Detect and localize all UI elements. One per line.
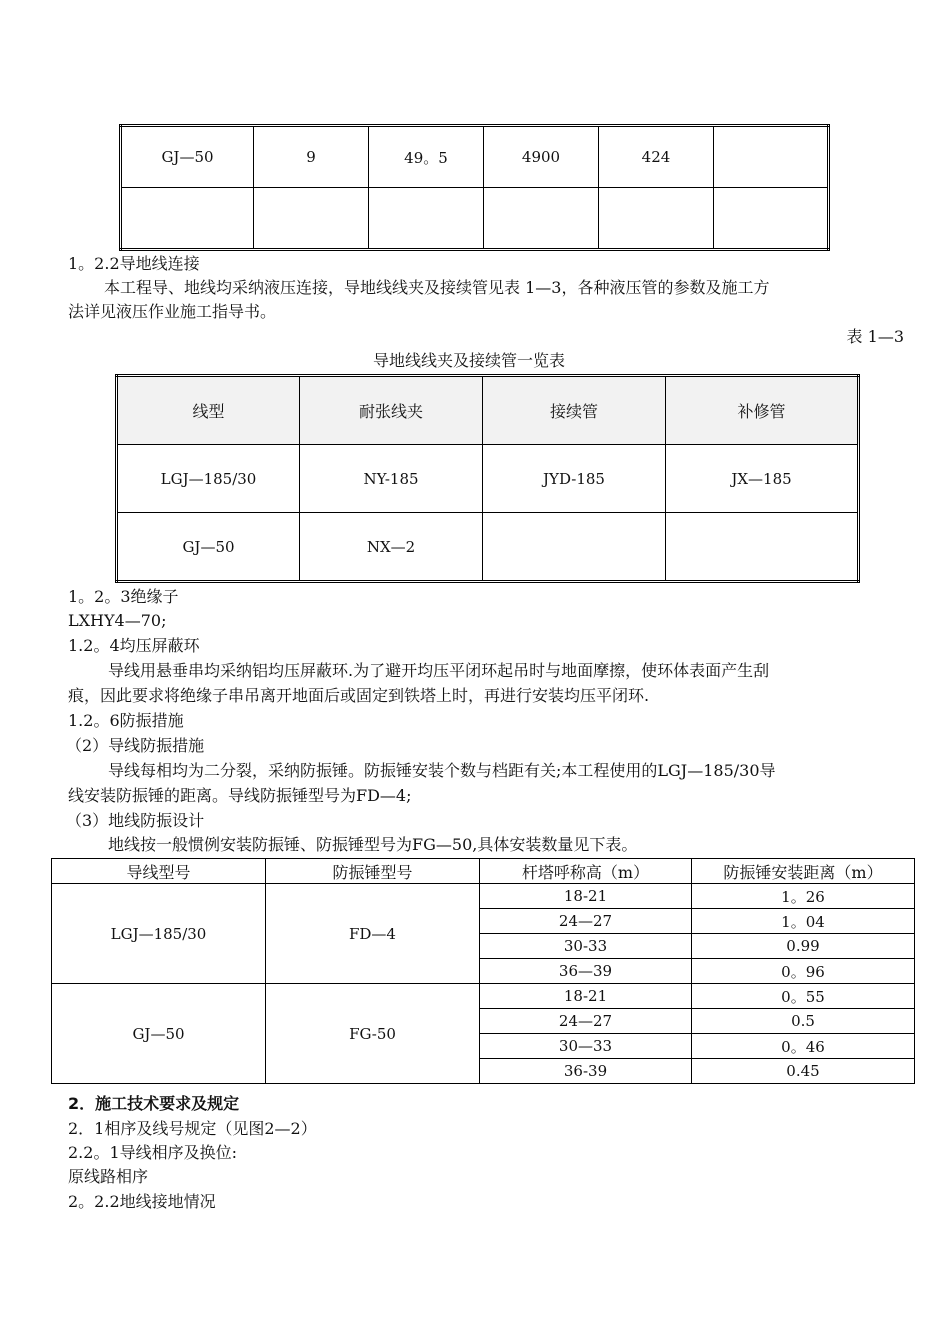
section-heading: 2.2。1导线相序及换位: bbox=[68, 1143, 238, 1162]
table-row bbox=[121, 188, 829, 250]
tower-height-cell: 24—27 bbox=[480, 1009, 692, 1034]
tower-height-cell: 24—27 bbox=[480, 909, 692, 934]
table-cell bbox=[714, 126, 829, 188]
table-cell: JYD-185 bbox=[483, 445, 666, 513]
table-row bbox=[117, 513, 859, 582]
damper-distance-cell: 0。55 bbox=[692, 984, 915, 1009]
column-header: 杆塔呼称高（m） bbox=[480, 859, 692, 884]
paragraph-line: 法详见液压作业施工指导书。 bbox=[68, 302, 277, 321]
table-cell: 9 bbox=[254, 126, 369, 188]
table-cell bbox=[714, 188, 829, 250]
table-header-row bbox=[117, 376, 859, 445]
tower-height-cell: 36-39 bbox=[480, 1059, 692, 1084]
table-cell: 49。5 bbox=[369, 126, 484, 188]
table-cell: JX—185 bbox=[666, 445, 859, 513]
tower-height-cell: 30—33 bbox=[480, 1034, 692, 1059]
damper-spacing-table bbox=[51, 858, 915, 1084]
paragraph-line: 线安装防振锤的距离。导线防振锤型号为FD—4; bbox=[68, 786, 412, 805]
damper-distance-cell: 0。46 bbox=[692, 1034, 915, 1059]
paragraph-line: 痕，因此要求将绝缘子串吊离开地面后或固定到铁塔上时，再进行安装均压平闭环. bbox=[68, 686, 650, 705]
table-cell: 424 bbox=[599, 126, 714, 188]
column-header: 防振锤型号 bbox=[266, 859, 480, 884]
table-cell bbox=[666, 513, 859, 582]
damper-distance-cell: 0.99 bbox=[692, 934, 915, 959]
table-cell: NX—2 bbox=[300, 513, 483, 582]
damper-distance-cell: 1。26 bbox=[692, 884, 915, 909]
table-row bbox=[117, 445, 859, 513]
damper-distance-cell: 0.5 bbox=[692, 1009, 915, 1034]
table-cell bbox=[369, 188, 484, 250]
damper-distance-cell: 0。96 bbox=[692, 959, 915, 984]
column-header: 耐张线夹 bbox=[300, 376, 483, 445]
section-heading: 1.2。6防振措施 bbox=[68, 711, 184, 730]
section-heading: 2。2.2地线接地情况 bbox=[68, 1192, 216, 1211]
section-heading: 2．1相序及线号规定（见图2—2） bbox=[68, 1119, 317, 1138]
tower-height-cell: 36—39 bbox=[480, 959, 692, 984]
paragraph-line: 原线路相序 bbox=[68, 1167, 149, 1186]
table-cell bbox=[599, 188, 714, 250]
column-header: 导线型号 bbox=[52, 859, 266, 884]
tower-height-cell: 18-21 bbox=[480, 884, 692, 909]
column-header: 线型 bbox=[117, 376, 300, 445]
damper-distance-cell: 1。04 bbox=[692, 909, 915, 934]
conductor-type-cell: GJ—50 bbox=[52, 984, 266, 1084]
conductor-type-cell: LGJ—185/30 bbox=[52, 884, 266, 984]
damper-type-cell: FG-50 bbox=[266, 984, 480, 1084]
chapter-heading: 2．施工技术要求及规定 bbox=[68, 1094, 240, 1113]
table-cell: GJ—50 bbox=[117, 513, 300, 582]
table-cell: 4900 bbox=[484, 126, 599, 188]
paragraph-line: 本工程导、地线均采纳液压连接，导地线线夹及接续管见表 1—3，各种液压管的参数及施工方 bbox=[104, 278, 770, 297]
paragraph-line: 导线用悬垂串均采纳铝均压屏蔽环.为了避开均压平闭环起吊时与地面摩擦，使环体表面产生刮 bbox=[108, 661, 770, 680]
table-cell: NY-185 bbox=[300, 445, 483, 513]
paragraph-line: LXHY4—70; bbox=[68, 611, 167, 630]
column-header: 防振锤安装距离（m） bbox=[692, 859, 915, 884]
damper-distance-cell: 0.45 bbox=[692, 1059, 915, 1084]
table-cell bbox=[254, 188, 369, 250]
section-heading: 1。2.2导地线连接 bbox=[68, 254, 200, 273]
table-number: 表 1—3 bbox=[846, 327, 904, 346]
column-header: 接续管 bbox=[483, 376, 666, 445]
table-row bbox=[121, 126, 829, 188]
conductor-parameter-table bbox=[119, 124, 830, 251]
tower-height-cell: 18-21 bbox=[480, 984, 692, 1009]
section-heading: 1。2。3绝缘子 bbox=[68, 587, 179, 606]
section-heading: 1.2。4均压屏蔽环 bbox=[68, 636, 200, 655]
table-cell bbox=[483, 513, 666, 582]
table-title: 导地线线夹及接续管一览表 bbox=[373, 351, 566, 370]
table-cell bbox=[121, 188, 254, 250]
column-header: 补修管 bbox=[666, 376, 859, 445]
table-cell: LGJ—185/30 bbox=[117, 445, 300, 513]
tower-height-cell: 30-33 bbox=[480, 934, 692, 959]
clamp-sleeve-table bbox=[115, 374, 860, 583]
table-cell bbox=[484, 188, 599, 250]
sub-heading: （2）导线防振措施 bbox=[66, 736, 205, 755]
damper-type-cell: FD—4 bbox=[266, 884, 480, 984]
table-row bbox=[52, 984, 915, 1009]
table-row bbox=[52, 884, 915, 909]
table-cell: GJ—50 bbox=[121, 126, 254, 188]
sub-heading: （3）地线防振设计 bbox=[66, 811, 205, 830]
table-header-row bbox=[52, 859, 915, 884]
paragraph-line: 地线按一般惯例安装防振锤、防振锤型号为FG—50,具体安装数量见下表。 bbox=[108, 835, 638, 854]
paragraph-line: 导线每相均为二分裂，采纳防振锤。防振锤安装个数与档距有关;本工程使用的LGJ—185/30导 bbox=[108, 761, 776, 780]
